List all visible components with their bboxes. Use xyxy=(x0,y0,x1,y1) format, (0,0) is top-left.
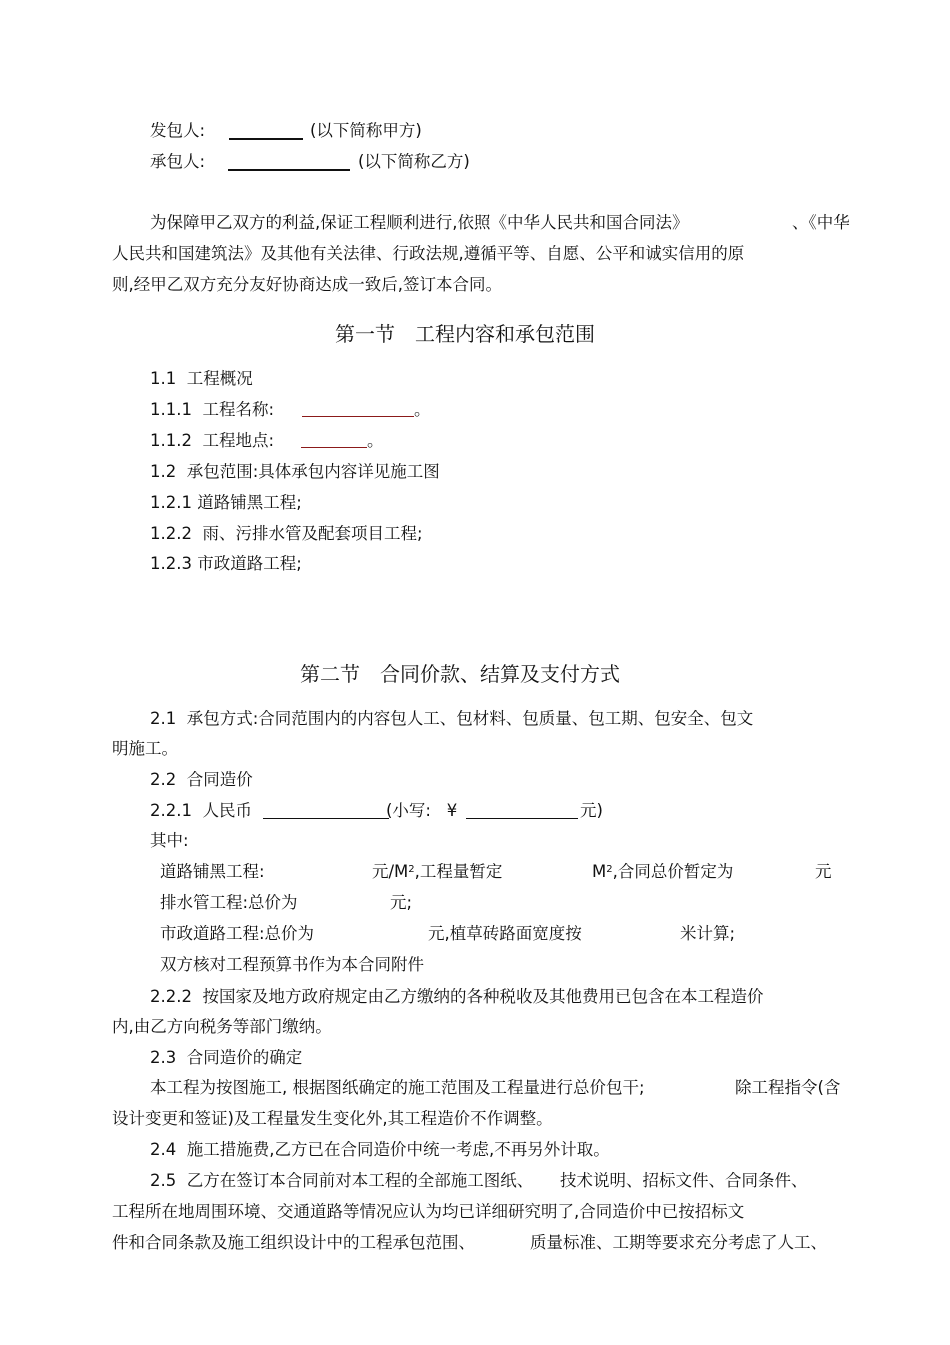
yuan-close: 元) xyxy=(580,801,603,820)
preamble-line-2: 人民共和国建筑法》及其他有关法律、行政法规,遵循平等、自愿、公平和诚实信用的原 xyxy=(112,244,745,263)
clause-1-2-2: 1.2.2 雨、污排水管及配套项目工程; xyxy=(150,524,423,543)
clause-2-2-2-line-1: 2.2.2 按国家及地方政府规定由乙方缴纳的各种税收及其他费用已包含在本工程造价 xyxy=(150,987,764,1006)
section-2-title: 第二节 合同价款、结算及支付方式 xyxy=(300,662,620,686)
period-1: 。 xyxy=(414,400,431,419)
muni-label: 市政道路工程:总价为 xyxy=(160,924,315,943)
employer-blank[interactable] xyxy=(229,138,303,140)
clause-1-1: 1.1 工程概况 xyxy=(150,369,253,388)
clause-2-1-line-1: 2.1 承包方式:合同范围内的内容包人工、包材料、包质量、包工期、包安全、包文 xyxy=(150,709,754,728)
clause-2-5-line-3a: 件和合同条款及施工组织设计中的工程承包范围、 xyxy=(112,1233,475,1252)
rmb-amount-blank[interactable] xyxy=(263,818,389,819)
employer-label: 发包人: xyxy=(150,121,206,140)
road-black-area: $M^2$,合同总价暂定为 xyxy=(592,862,734,881)
drain-label: 排水管工程:总价为 xyxy=(160,893,298,912)
project-location-blank[interactable] xyxy=(301,447,367,448)
clause-1-2-3: 1.2.3 市政道路工程; xyxy=(150,554,302,573)
clause-2-3-line-2: 设计变更和签证)及工程量发生变化外,其工程造价不作调整。 xyxy=(112,1109,553,1128)
preamble-line-3: 则,经甲乙双方充分友好协商达成一致后,签订本合同。 xyxy=(112,275,502,294)
clause-2-3-line-1b: 除工程指令(含 xyxy=(735,1078,841,1097)
clause-2-5-line-3b: 质量标准、工期等要求充分考虑了人工、 xyxy=(530,1233,827,1252)
contractor-blank[interactable] xyxy=(228,169,350,171)
preamble-line-1a: 为保障甲乙双方的利益,保证工程顺利进行,依照《中华人民共和国合同法》 xyxy=(150,213,689,232)
clause-2-5-line-2: 工程所在地周围环境、交通道路等情况应认为均已详细研究明了,合同造价中已按招标文 xyxy=(112,1202,745,1221)
muni-unit: 元,植草砖路面宽度按 xyxy=(428,924,582,943)
section-1-title: 第一节 工程内容和承包范围 xyxy=(335,322,595,346)
clause-2-2-2-line-2: 内,由乙方向税务等部门缴纳。 xyxy=(112,1017,332,1036)
small-amount-label: (小写: ¥ xyxy=(386,801,458,820)
clause-2-5-line-1b: 技术说明、招标文件、合同条件、 xyxy=(560,1171,808,1190)
contractor-note: (以下简称乙方) xyxy=(358,152,470,171)
muni-meter: 米计算; xyxy=(680,924,736,943)
clause-1-2: 1.2 承包范围:具体承包内容详见施工图 xyxy=(150,462,440,481)
budget-note: 双方核对工程预算书作为本合同附件 xyxy=(160,955,424,974)
clause-2-2: 2.2 合同造价 xyxy=(150,770,253,789)
clause-2-2-1-label: 2.2.1 人民币 xyxy=(150,801,252,820)
small-amount-blank[interactable] xyxy=(466,818,578,819)
clause-1-2-1: 1.2.1 道路铺黑工程; xyxy=(150,493,302,512)
clause-2-5-line-1a: 2.5 乙方在签订本合同前对本工程的全部施工图纸、 xyxy=(150,1171,534,1190)
clause-1-1-2: 1.1.2 工程地点: xyxy=(150,431,275,450)
employer-note: (以下简称甲方) xyxy=(310,121,422,140)
preamble-line-1b: 、《中华 xyxy=(792,213,850,232)
clause-2-4: 2.4 施工措施费,乙方已在合同造价中统一考虑,不再另外计取。 xyxy=(150,1140,610,1159)
period-2: 。 xyxy=(367,431,384,450)
clause-2-3-line-1a: 本工程为按图施工, 根据图纸确定的施工范围及工程量进行总价包干; xyxy=(150,1078,645,1097)
clause-2-3: 2.3 合同造价的确定 xyxy=(150,1048,303,1067)
contractor-label: 承包人: xyxy=(150,152,206,171)
clause-1-1-1: 1.1.1 工程名称: xyxy=(150,400,275,419)
clause-2-1-line-2: 明施工。 xyxy=(112,739,178,758)
road-black-unit: 元$/M^2$,工程量暂定 xyxy=(372,862,503,881)
road-black-yuan: 元 xyxy=(815,862,832,881)
drain-unit: 元; xyxy=(390,893,413,912)
road-black-label: 道路铺黑工程: xyxy=(160,862,265,881)
among-label: 其中: xyxy=(150,831,189,850)
project-name-blank[interactable] xyxy=(302,416,414,417)
